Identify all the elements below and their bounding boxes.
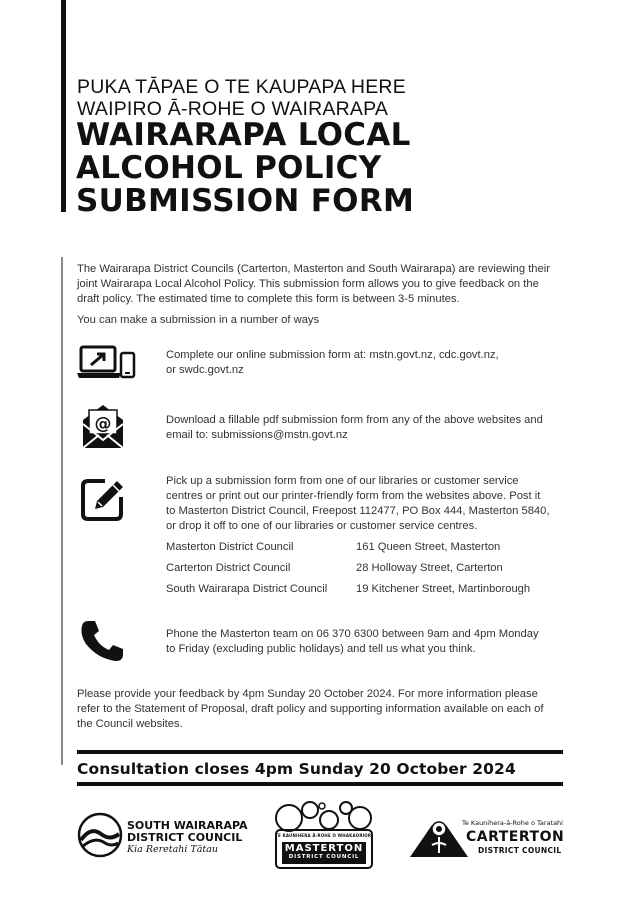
feedback-line: the Council websites.: [77, 718, 183, 730]
carterton-name-line2: DISTRICT COUNCIL: [478, 846, 562, 855]
address-council-south-wairarapa: South Wairarapa District Council: [166, 583, 328, 595]
email-line: email to: submissions@mstn.govt.nz: [166, 429, 348, 441]
address-council-masterton: Masterton District Council: [166, 541, 294, 553]
subtitle-maori-line2: WAIPIRO Ā-ROHE O WAIRARAPA: [77, 98, 389, 120]
carterton-maori-name: Te Kaunihera-ā-Rohe o Taratahi: [462, 819, 563, 827]
title-line2: ALCOHOL POLICY: [76, 150, 382, 186]
pen-edit-icon: [79, 475, 127, 523]
address-street-carterton: 28 Holloway Street, Carterton: [356, 562, 503, 574]
post-text: [166, 474, 566, 534]
laptop-phone-icon: [77, 345, 137, 381]
feedback-line: Please provide your feedback by 4pm Sunday 20 October 2024. For more information please: [77, 688, 538, 700]
email-text: [166, 413, 566, 443]
phone-line: to Friday (excluding public holidays) and tell us what you think.: [166, 643, 476, 655]
intro-paragraph: [77, 262, 567, 307]
closing-rule-top: [77, 750, 563, 754]
svg-text:@: @: [94, 414, 112, 434]
south-wairarapa-logo-text: [127, 820, 248, 856]
address-street-masterton: 161 Queen Street, Masterton: [356, 541, 501, 553]
consultation-closes: Consultation closes 4pm Sunday 20 October 2024: [77, 760, 516, 778]
body-accent-bar: [61, 257, 63, 765]
swdc-name-line1: SOUTH WAIRARAPA: [127, 819, 248, 832]
swdc-tagline: Kia Reretahi Tātau: [127, 844, 219, 855]
masterton-name-line2: DISTRICT COUNCIL: [288, 854, 360, 860]
online-text: [166, 348, 566, 378]
title-line3: SUBMISSION FORM: [76, 183, 415, 219]
masterton-name-line1: MASTERTON: [284, 843, 364, 854]
masterton-maori-name: TE KAUNIHERA Ā-ROHE O WHAKAORIORI: [275, 833, 373, 838]
carterton-logo-icon: [410, 815, 468, 859]
title-line1: WAIRARAPA LOCAL: [76, 117, 411, 153]
email-line: Download a fillable pdf submission form from any of the above websites and: [166, 414, 543, 426]
online-line: Complete our online submission form at: mstn.govt.nz, cdc.govt.nz,: [166, 349, 499, 361]
feedback-paragraph: [77, 687, 567, 732]
ways-text: You can make a submission in a number of ways: [77, 314, 320, 326]
subtitle-maori-line1: PUKA TĀPAE O TE KAUPAPA HERE: [77, 76, 406, 98]
header-accent-bar: [61, 0, 66, 212]
phone-text: [166, 627, 566, 657]
page-title: [76, 119, 414, 218]
phone-line: Phone the Masterton team on 06 370 6300 between 9am and 4pm Monday: [166, 628, 539, 640]
intro-line: draft policy. The estimated time to complete this form is between 3-5 minutes.: [77, 293, 460, 305]
address-street-south-wairarapa: 19 Kitchener Street, Martinborough: [356, 583, 531, 595]
carterton-name-line1: CARTERTON: [466, 829, 565, 845]
intro-line: The Wairarapa District Councils (Carterton, Masterton and South Wairarapa) are reviewing their: [77, 263, 550, 275]
online-line: or swdc.govt.nz: [166, 364, 244, 376]
intro-line: joint Wairarapa Local Alcohol Policy. This submission form allows you to give feedback on the: [77, 278, 539, 290]
post-line: to Masterton District Council, Freepost 112477, PO Box 444, Masterton 5840,: [166, 505, 550, 517]
post-line: centres or print out our printer-friendly form from the websites above. Post it: [166, 490, 541, 502]
south-wairarapa-logo-icon: [77, 812, 123, 858]
swdc-name-line2: DISTRICT COUNCIL: [127, 831, 243, 844]
address-council-carterton: Carterton District Council: [166, 562, 291, 574]
email-envelope-icon: [80, 402, 126, 450]
phone-icon: [80, 620, 124, 662]
closing-rule-bottom: [77, 782, 563, 786]
post-line: Pick up a submission form from one of our libraries or customer service: [166, 475, 519, 487]
post-line: or drop it off to one of our libraries or customer service centres.: [166, 520, 478, 532]
feedback-line: refer to the Statement of Proposal, draft policy and supporting information available on each of: [77, 703, 544, 715]
